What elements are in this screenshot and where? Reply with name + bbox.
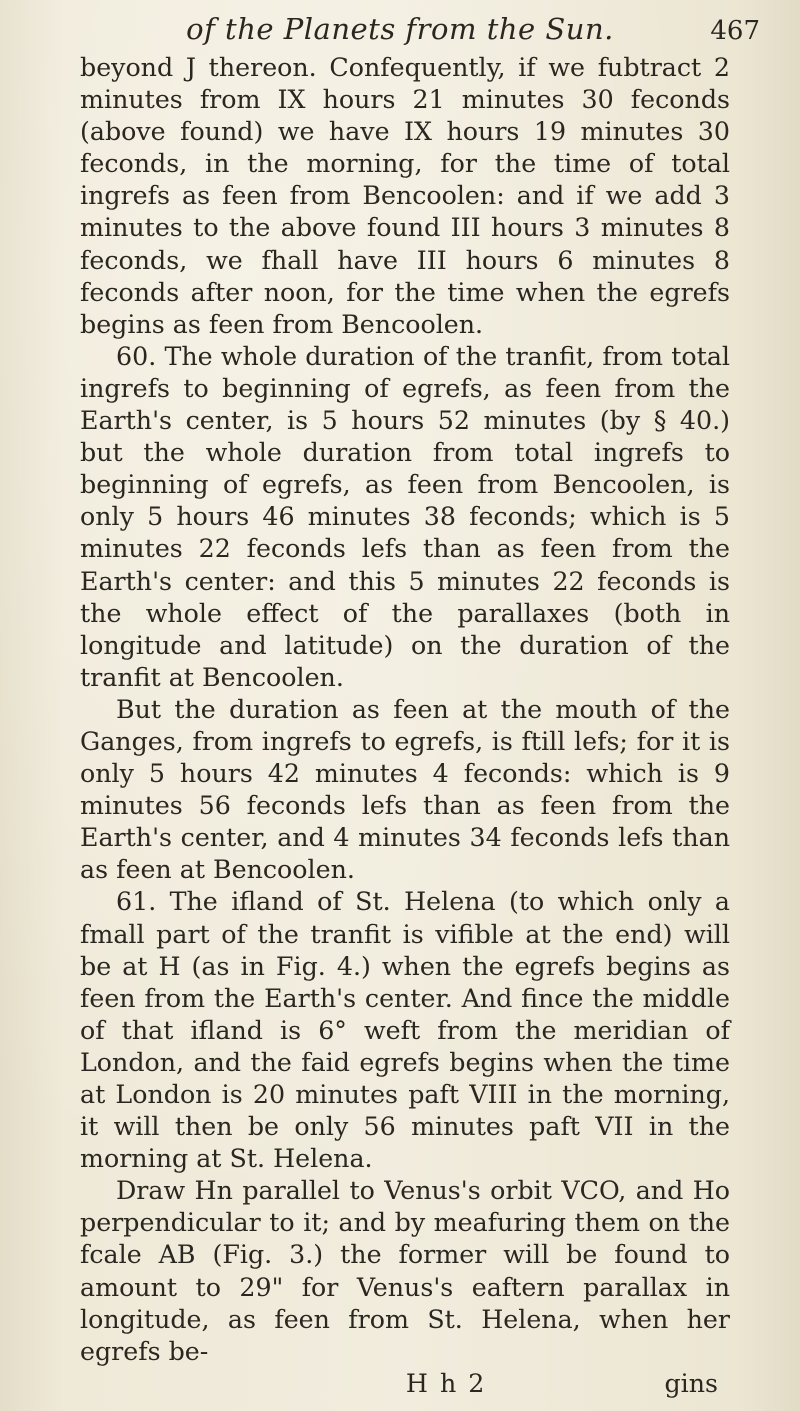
catchword: gins <box>664 1368 718 1398</box>
running-title: of the Planets from the Sun. <box>186 12 614 46</box>
page-number: 467 <box>710 16 760 46</box>
paragraph-2: 60. The whole duration of the tranfit, from total ingrefs to beginning of egrefs, as feen from the Earth's center, is 5 hours 52 minutes (by § 40.) but the whole duration from total ingrefs to beginning of egrefs, as feen from Bencoolen, is only 5 hours 46 minutes 38 feconds; which is 5 minutes 22 feconds lefs than as feen from the Earth's center: and this 5 minutes 22 feconds is the whole effect of the parallaxes (both in longitude and latitude) on the duration of the tranfit at Bencoolen. <box>80 341 730 692</box>
signature-mark: H h 2 <box>405 1368 487 1398</box>
paragraph-1: beyond J thereon. Confequently, if we fubtract 2 minutes from IX hours 21 minutes 30 feconds (above found) we have IX hours 19 minutes 30 feconds, in the morning, for the time of total ingrefs as feen from Bencoolen: and if we add 3 minutes to the above found III hours 3 minutes 8 feconds, we fhall have III hours 6 minutes 8 feconds after noon, for the time when the egrefs begins as feen from Bencoolen. <box>80 53 730 339</box>
paragraph-3: But the duration as feen at the mouth of the Ganges, from ingrefs to egrefs, is ftill lefs; for it is only 5 hours 42 minutes 4 feconds: which is 9 minutes 56 feconds lefs than as feen from the Earth's center, and 4 minutes 34 feconds lefs than as feen at Bencoolen. <box>80 694 730 885</box>
page-footer <box>80 1368 730 1400</box>
body-text <box>80 52 730 1400</box>
page-header <box>0 8 800 48</box>
paragraph-5: Draw Hn parallel to Venus's orbit VCO, and Ho perpendicular to it; and by meafuring them on the fcale AB (Fig. 3.) the former will be found to amount to 29" for Venus's eaftern parallax in longitude, as feen from St. Helena, when her egrefs be- <box>80 1176 730 1366</box>
paragraph-4: 61. The ifland of St. Helena (to which only a fmall part of the tranfit is vifible at the end) will be at H (as in Fig. 4.) when the egrefs begins as feen from the Earth's center. And fince the middle of that ifland is 6° weft from the meridian of London, and the faid egrefs begins when the time at London is 20 minutes paft VIII in the morning, it will then be only 56 minutes paft VII in the morning at St. Helena. <box>80 887 730 1174</box>
